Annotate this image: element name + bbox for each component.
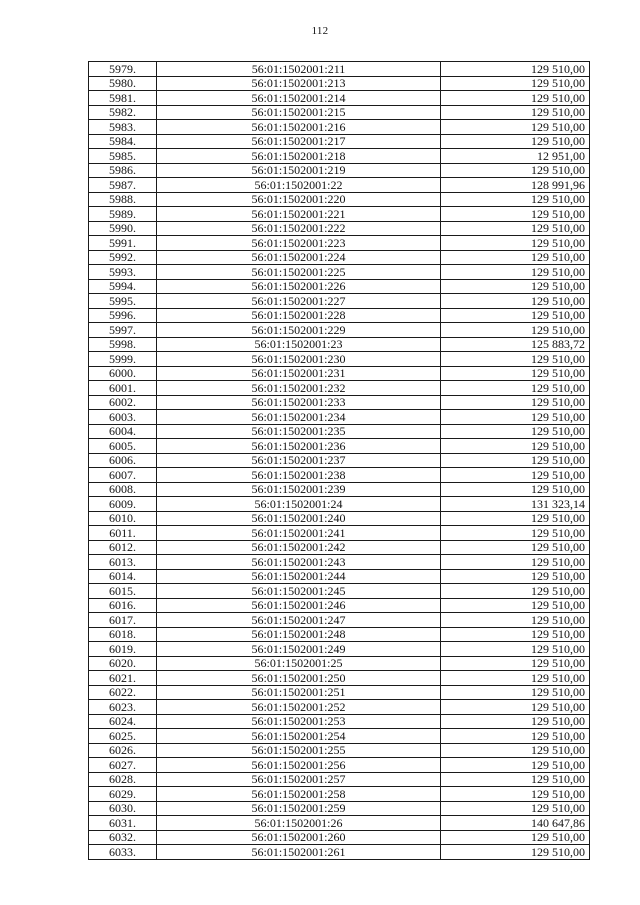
cadastral-number-cell: 56:01:1502001:225 [157,265,441,280]
table-row [89,439,590,454]
cadastral-value-cell: 129 510,00 [441,627,590,642]
row-number-cell: 6029. [89,787,157,802]
row-number-cell: 5987. [89,178,157,193]
table-row [89,221,590,236]
row-number-cell: 5997. [89,323,157,338]
cadastral-value-cell: 128 991,96 [441,178,590,193]
table-row [89,134,590,149]
cadastral-value-cell: 129 510,00 [441,830,590,845]
cadastral-number-cell: 56:01:1502001:258 [157,787,441,802]
table-row [89,613,590,628]
cadastral-value-cell: 129 510,00 [441,62,590,77]
row-number-cell: 6022. [89,685,157,700]
table-row [89,555,590,570]
table-row [89,801,590,816]
cadastral-value-cell: 129 510,00 [441,294,590,309]
row-number-cell: 5999. [89,352,157,367]
row-number-cell: 6030. [89,801,157,816]
table-row [89,816,590,831]
table-row [89,352,590,367]
row-number-cell: 5986. [89,163,157,178]
row-number-cell: 6021. [89,671,157,686]
cadastral-number-cell: 56:01:1502001:217 [157,134,441,149]
cadastral-number-cell: 56:01:1502001:216 [157,120,441,135]
cadastral-number-cell: 56:01:1502001:251 [157,685,441,700]
cadastral-value-cell: 129 510,00 [441,569,590,584]
table-row [89,381,590,396]
cadastral-number-cell: 56:01:1502001:247 [157,613,441,628]
row-number-cell: 5994. [89,279,157,294]
cadastral-number-cell: 56:01:1502001:236 [157,439,441,454]
table-row [89,279,590,294]
cadastral-number-cell: 56:01:1502001:255 [157,743,441,758]
row-number-cell: 6005. [89,439,157,454]
cadastral-number-cell: 56:01:1502001:222 [157,221,441,236]
cadastral-value-cell: 129 510,00 [441,120,590,135]
cadastral-number-cell: 56:01:1502001:231 [157,366,441,381]
cadastral-number-cell: 56:01:1502001:240 [157,511,441,526]
cadastral-value-cell: 129 510,00 [441,352,590,367]
cadastral-number-cell: 56:01:1502001:214 [157,91,441,106]
table-row [89,526,590,541]
cadastral-number-cell: 56:01:1502001:26 [157,816,441,831]
row-number-cell: 5992. [89,250,157,265]
table-row [89,178,590,193]
cadastral-value-cell: 129 510,00 [441,714,590,729]
row-number-cell: 6028. [89,772,157,787]
cadastral-number-cell: 56:01:1502001:259 [157,801,441,816]
row-number-cell: 6009. [89,497,157,512]
table-row [89,91,590,106]
cadastral-value-cell: 129 510,00 [441,787,590,802]
row-number-cell: 6024. [89,714,157,729]
row-number-cell: 5996. [89,308,157,323]
table-row [89,685,590,700]
cadastral-value-cell: 129 510,00 [441,511,590,526]
cadastral-value-cell: 129 510,00 [441,134,590,149]
cadastral-number-cell: 56:01:1502001:234 [157,410,441,425]
cadastral-value-cell: 129 510,00 [441,91,590,106]
cadastral-number-cell: 56:01:1502001:220 [157,192,441,207]
cadastral-value-cell: 129 510,00 [441,395,590,410]
cadastral-number-cell: 56:01:1502001:261 [157,845,441,860]
row-number-cell: 6015. [89,584,157,599]
cadastral-value-cell: 129 510,00 [441,598,590,613]
table-row [89,497,590,512]
cadastral-value-cell: 129 510,00 [441,323,590,338]
table-row [89,671,590,686]
cadastral-value-cell: 129 510,00 [441,265,590,280]
cadastral-value-cell: 129 510,00 [441,656,590,671]
table-row [89,787,590,802]
cadastral-number-cell: 56:01:1502001:211 [157,62,441,77]
cadastral-value-cell: 129 510,00 [441,221,590,236]
cadastral-value-cell: 129 510,00 [441,801,590,816]
row-number-cell: 6010. [89,511,157,526]
cadastral-value-cell: 129 510,00 [441,279,590,294]
cadastral-number-cell: 56:01:1502001:25 [157,656,441,671]
cadastral-number-cell: 56:01:1502001:256 [157,758,441,773]
row-number-cell: 6018. [89,627,157,642]
cadastral-value-cell: 129 510,00 [441,207,590,222]
cadastral-value-cell: 129 510,00 [441,381,590,396]
table-row [89,410,590,425]
row-number-cell: 6019. [89,642,157,657]
cadastral-value-cell: 129 510,00 [441,772,590,787]
cadastral-value-cell: 12 951,00 [441,149,590,164]
row-number-cell: 6025. [89,729,157,744]
cadastral-value-table [88,61,590,860]
table-row [89,540,590,555]
cadastral-number-cell: 56:01:1502001:245 [157,584,441,599]
row-number-cell: 6013. [89,555,157,570]
table-row [89,207,590,222]
row-number-cell: 5995. [89,294,157,309]
table-row [89,149,590,164]
cadastral-number-cell: 56:01:1502001:230 [157,352,441,367]
cadastral-number-cell: 56:01:1502001:223 [157,236,441,251]
row-number-cell: 6031. [89,816,157,831]
row-number-cell: 5980. [89,76,157,91]
cadastral-value-cell: 129 510,00 [441,685,590,700]
page-number: 112 [311,25,329,37]
cadastral-value-cell: 125 883,72 [441,337,590,352]
cadastral-value-cell: 129 510,00 [441,366,590,381]
cadastral-value-cell: 129 510,00 [441,540,590,555]
cadastral-number-cell: 56:01:1502001:229 [157,323,441,338]
row-number-cell: 6027. [89,758,157,773]
cadastral-value-cell: 129 510,00 [441,192,590,207]
cadastral-value-cell: 129 510,00 [441,76,590,91]
table-row [89,569,590,584]
cadastral-value-cell: 129 510,00 [441,584,590,599]
row-number-cell: 5991. [89,236,157,251]
cadastral-number-cell: 56:01:1502001:232 [157,381,441,396]
row-number-cell: 6011. [89,526,157,541]
table-row [89,468,590,483]
row-number-cell: 6032. [89,830,157,845]
cadastral-value-cell: 129 510,00 [441,468,590,483]
row-number-cell: 5981. [89,91,157,106]
table-row [89,642,590,657]
cadastral-number-cell: 56:01:1502001:239 [157,482,441,497]
row-number-cell: 6000. [89,366,157,381]
row-number-cell: 6017. [89,613,157,628]
row-number-cell: 5998. [89,337,157,352]
table-row [89,337,590,352]
cadastral-number-cell: 56:01:1502001:219 [157,163,441,178]
table-row [89,308,590,323]
table-row [89,424,590,439]
table-row [89,656,590,671]
row-number-cell: 5993. [89,265,157,280]
table-row [89,584,590,599]
row-number-cell: 5990. [89,221,157,236]
cadastral-value-cell: 129 510,00 [441,308,590,323]
cadastral-value-cell: 129 510,00 [441,743,590,758]
table-row [89,453,590,468]
cadastral-value-cell: 129 510,00 [441,453,590,468]
row-number-cell: 6012. [89,540,157,555]
cadastral-number-cell: 56:01:1502001:233 [157,395,441,410]
table-row [89,163,590,178]
cadastral-value-cell: 129 510,00 [441,671,590,686]
cadastral-value-cell: 129 510,00 [441,482,590,497]
cadastral-value-cell: 129 510,00 [441,555,590,570]
cadastral-number-cell: 56:01:1502001:248 [157,627,441,642]
cadastral-value-cell: 129 510,00 [441,526,590,541]
cadastral-number-cell: 56:01:1502001:260 [157,830,441,845]
cadastral-number-cell: 56:01:1502001:253 [157,714,441,729]
row-number-cell: 6014. [89,569,157,584]
row-number-cell: 6006. [89,453,157,468]
cadastral-value-cell: 131 323,14 [441,497,590,512]
cadastral-value-cell: 129 510,00 [441,163,590,178]
cadastral-value-cell: 129 510,00 [441,410,590,425]
row-number-cell: 5988. [89,192,157,207]
cadastral-number-cell: 56:01:1502001:252 [157,700,441,715]
cadastral-number-cell: 56:01:1502001:250 [157,671,441,686]
row-number-cell: 6001. [89,381,157,396]
cadastral-number-cell: 56:01:1502001:249 [157,642,441,657]
cadastral-number-cell: 56:01:1502001:218 [157,149,441,164]
row-number-cell: 6026. [89,743,157,758]
cadastral-value-cell: 129 510,00 [441,250,590,265]
cadastral-value-cell: 129 510,00 [441,424,590,439]
table-row [89,236,590,251]
cadastral-number-cell: 56:01:1502001:241 [157,526,441,541]
table-row [89,482,590,497]
cadastral-number-cell: 56:01:1502001:213 [157,76,441,91]
cadastral-value-cell: 129 510,00 [441,729,590,744]
row-number-cell: 5979. [89,62,157,77]
table-row [89,76,590,91]
row-number-cell: 6020. [89,656,157,671]
cadastral-number-cell: 56:01:1502001:228 [157,308,441,323]
cadastral-value-cell: 129 510,00 [441,236,590,251]
table-row [89,250,590,265]
row-number-cell: 6016. [89,598,157,613]
table-row [89,772,590,787]
table-row [89,265,590,280]
cadastral-value-cell: 129 510,00 [441,845,590,860]
table-row [89,366,590,381]
cadastral-number-cell: 56:01:1502001:242 [157,540,441,555]
table-body [89,62,590,860]
cadastral-number-cell: 56:01:1502001:246 [157,598,441,613]
table-row [89,323,590,338]
table-row [89,830,590,845]
cadastral-number-cell: 56:01:1502001:23 [157,337,441,352]
cadastral-value-cell: 129 510,00 [441,700,590,715]
cadastral-value-cell: 129 510,00 [441,758,590,773]
table-row [89,598,590,613]
row-number-cell: 5983. [89,120,157,135]
row-number-cell: 6023. [89,700,157,715]
cadastral-number-cell: 56:01:1502001:238 [157,468,441,483]
table-row [89,62,590,77]
cadastral-number-cell: 56:01:1502001:257 [157,772,441,787]
cadastral-number-cell: 56:01:1502001:235 [157,424,441,439]
cadastral-value-cell: 140 647,86 [441,816,590,831]
cadastral-number-cell: 56:01:1502001:224 [157,250,441,265]
table-row [89,729,590,744]
cadastral-number-cell: 56:01:1502001:221 [157,207,441,222]
cadastral-number-cell: 56:01:1502001:237 [157,453,441,468]
cadastral-number-cell: 56:01:1502001:22 [157,178,441,193]
row-number-cell: 5989. [89,207,157,222]
table-row [89,845,590,860]
cadastral-number-cell: 56:01:1502001:215 [157,105,441,120]
cadastral-value-cell: 129 510,00 [441,642,590,657]
row-number-cell: 6007. [89,468,157,483]
row-number-cell: 5984. [89,134,157,149]
row-number-cell: 6033. [89,845,157,860]
cadastral-number-cell: 56:01:1502001:227 [157,294,441,309]
cadastral-number-cell: 56:01:1502001:243 [157,555,441,570]
cadastral-number-cell: 56:01:1502001:24 [157,497,441,512]
table-row [89,192,590,207]
table-row [89,758,590,773]
cadastral-number-cell: 56:01:1502001:226 [157,279,441,294]
table-row [89,294,590,309]
cadastral-value-cell: 129 510,00 [441,613,590,628]
row-number-cell: 5985. [89,149,157,164]
row-number-cell: 6002. [89,395,157,410]
row-number-cell: 6003. [89,410,157,425]
table-row [89,743,590,758]
table-row [89,700,590,715]
table-row [89,627,590,642]
cadastral-number-cell: 56:01:1502001:244 [157,569,441,584]
table-row [89,511,590,526]
row-number-cell: 6008. [89,482,157,497]
cadastral-number-cell: 56:01:1502001:254 [157,729,441,744]
cadastral-value-cell: 129 510,00 [441,439,590,454]
row-number-cell: 6004. [89,424,157,439]
cadastral-value-cell: 129 510,00 [441,105,590,120]
table-row [89,105,590,120]
table-row [89,395,590,410]
table-row [89,120,590,135]
row-number-cell: 5982. [89,105,157,120]
table-row [89,714,590,729]
